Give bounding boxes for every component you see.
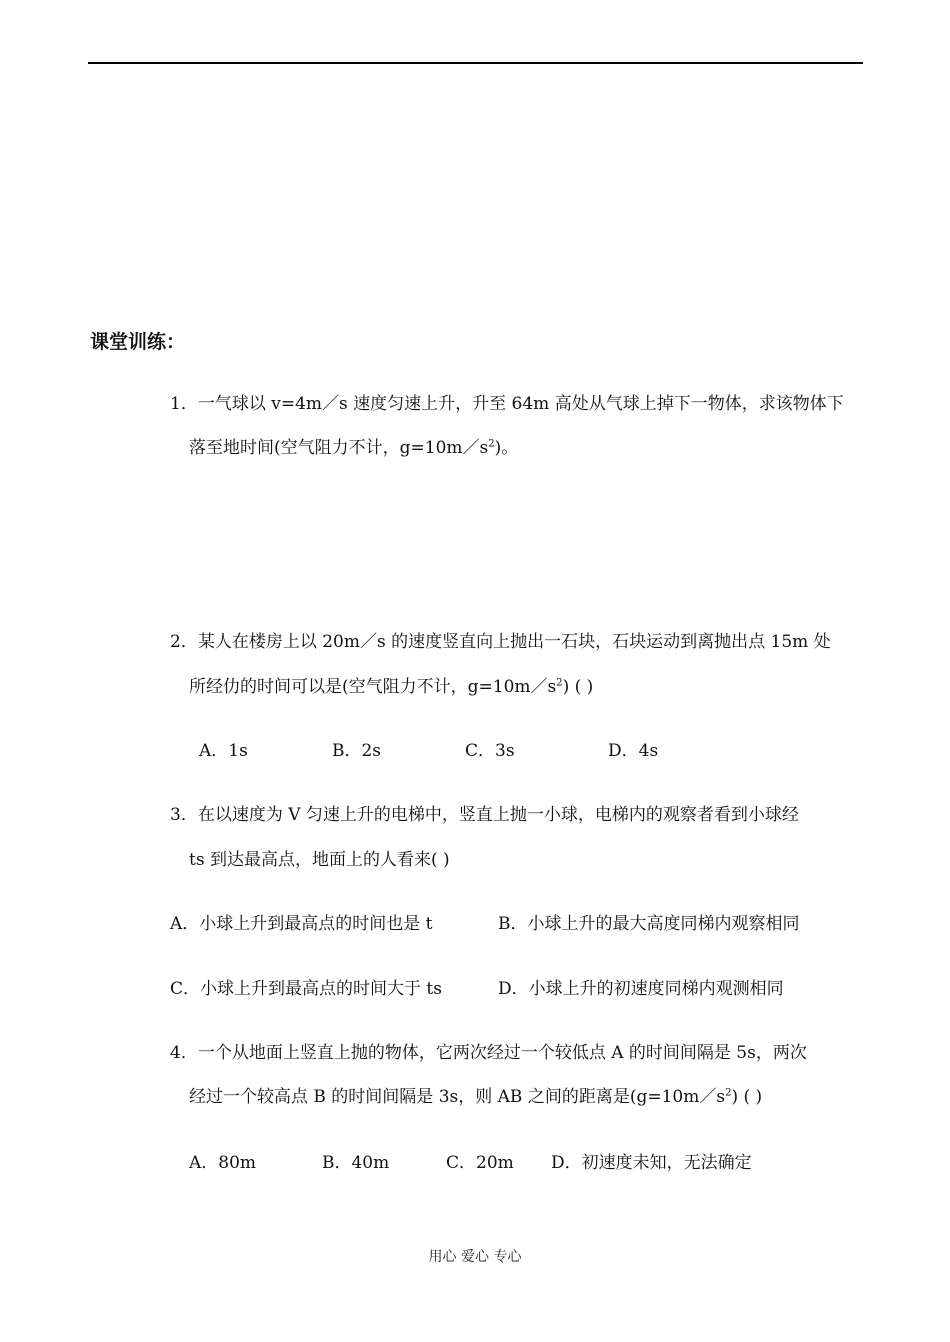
question-4-option-d: D．初速度未知，无法确定: [551, 1153, 752, 1173]
question-2-line-2: 所经仂的时间可以是(空气阻力不计，$g=10m/s^2$) ( ): [189, 677, 594, 697]
question-2-line-1: 2．某人在楼房上以 20m／s 的速度竖直向上抛出一石块，石块运动到离抛出点 15m 处: [170, 632, 831, 652]
question-4-option-b: B．40m: [322, 1153, 390, 1173]
section-heading: 课堂训练：: [90, 331, 186, 353]
question-2-option-a: A．1s: [199, 741, 248, 761]
question-3-option-a: A．小球上升到最高点的时间也是 t: [170, 914, 433, 934]
question-3-option-d: D．小球上升的初速度同梯内观测相同: [498, 979, 784, 999]
header-rule: [88, 62, 863, 64]
question-3-option-c: C．小球上升到最高点的时间大于 ts: [170, 979, 442, 999]
question-2-option-b: B．2s: [332, 741, 382, 761]
page-footer: 用心 爱心 专心: [428, 1249, 522, 1265]
question-4-line-1: 4．一个从地面上竖直上抛的物体，它两次经过一个较低点 A 的时间间隔是 5s，两次: [170, 1043, 807, 1063]
question-2-option-c: C．3s: [465, 741, 515, 761]
question-1-line-1: 1．一气球以 v=4m／s 速度匀速上升，升至 64m 高处从气球上掉下一物体，求该物体下: [170, 394, 844, 414]
question-4-line-2: 经过一个较高点 B 的时间间隔是 3s，则 AB 之间的距离是$(g=10m/s^2)$ ( ): [189, 1087, 763, 1107]
question-1-line-2: 落至地时间(空气阻力不计，$g=10m/s^2$)。: [189, 438, 519, 458]
question-3-line-2: ts 到达最高点，地面上的人看来( ): [189, 850, 450, 870]
question-4-option-c: C．20m: [446, 1153, 514, 1173]
question-3-line-1: 3．在以速度为 V 匀速上升的电梯中，竖直上抛一小球，电梯内的观察者看到小球经: [170, 805, 799, 825]
question-3-option-b: B．小球上升的最大高度同梯内观察相同: [498, 914, 800, 934]
question-4-option-a: A．80m: [189, 1153, 257, 1173]
question-2-option-d: D．4s: [608, 741, 659, 761]
